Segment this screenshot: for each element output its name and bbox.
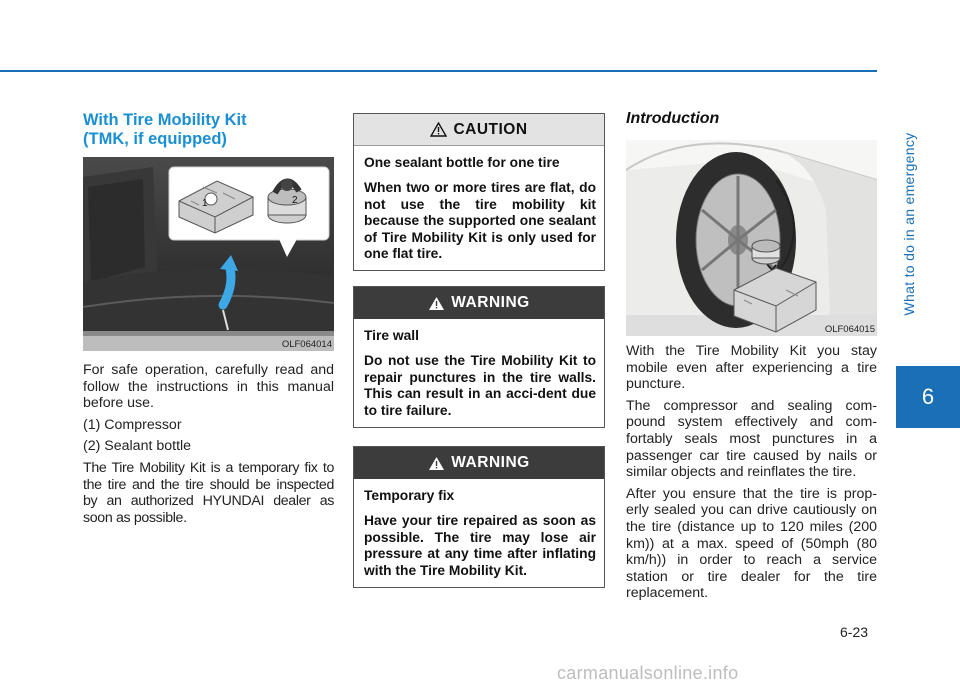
tire-repair-drawing bbox=[626, 140, 877, 336]
warning-body bbox=[354, 319, 604, 427]
warning-header bbox=[354, 447, 604, 479]
trunk-kit-illustration bbox=[83, 157, 334, 351]
paragraph-compressor-system: The compressor and sealing com-pound system effectively and com-fortably seals most punctures in a passenger car tire caused by nails or similar objects and reinflates the tire. bbox=[626, 397, 877, 481]
page-number: 6-23 bbox=[840, 624, 869, 640]
list-item-compressor: (1) Compressor bbox=[83, 416, 182, 433]
warning-subject: Temporary fix bbox=[364, 488, 455, 503]
warning-subject: Tire wall bbox=[364, 328, 419, 343]
paragraph-safe-operation: For safe operation, carefully read and follow the instructions in this manual before use. bbox=[83, 362, 334, 412]
figure-code-right: OLF064015 bbox=[824, 324, 875, 335]
warning-box-temporary-fix bbox=[353, 446, 605, 588]
footer-watermark: carmanualsonline.info bbox=[557, 663, 739, 683]
tmk-description bbox=[83, 362, 334, 531]
section-heading-tmk bbox=[83, 111, 334, 149]
chapter-number-tab bbox=[896, 366, 960, 428]
callout-1: 1 bbox=[202, 198, 208, 209]
caution-text: When two or more tires are flat, do not use the tire mobility kit because the supported one sealant of Tire Mobility Kit is only used for one flat tire. bbox=[364, 180, 596, 262]
introduction-text bbox=[626, 343, 877, 607]
paragraph-stay-mobile: With the Tire Mobility Kit you stay mobile even after experiencing a tire puncture. bbox=[626, 343, 877, 393]
warning-text: Have your tire repaired as soon as possible. The tire may lose air pressure at any time after inflating with the Tire Mobility Kit. bbox=[364, 513, 596, 578]
warning-label: WARNING bbox=[451, 454, 530, 471]
callout-2: 2 bbox=[292, 195, 298, 206]
warning-text: Do not use the Tire Mobility Kit to repair punctures in the tire walls. This can result in an acci-dent due to tire failure. bbox=[364, 353, 596, 418]
warning-box-tire-wall bbox=[353, 286, 605, 428]
warning-triangle-icon bbox=[428, 296, 445, 311]
caution-label: CAUTION bbox=[453, 120, 528, 138]
chapter-number: 6 bbox=[921, 384, 935, 409]
warning-triangle-icon bbox=[430, 122, 447, 137]
section-title-line1: With Tire Mobility Kit bbox=[83, 111, 247, 129]
caution-body bbox=[354, 146, 604, 270]
paragraph-temporary-fix: The Tire Mobility Kit is a temporary fix to the tire and the tire should be inspected by an authorized HYUNDAI dealer as soon as possible. bbox=[83, 459, 334, 526]
figure-code-left: OLF064014 bbox=[281, 339, 332, 350]
section-title-line2: (TMK, if equipped) bbox=[83, 130, 227, 148]
caution-box bbox=[353, 113, 605, 271]
trunk-kit-drawing bbox=[83, 157, 334, 351]
warning-triangle-icon bbox=[428, 456, 445, 471]
caution-header bbox=[354, 114, 604, 146]
warning-label: WARNING bbox=[451, 294, 530, 311]
caution-subject: One sealant bottle for one tire bbox=[364, 155, 560, 170]
introduction-title: Introduction bbox=[626, 110, 720, 127]
paragraph-drive-cautiously: After you ensure that the tire is prop-erly sealed you can drive cautiously on the tire (distance up to 120 miles (200 km)) at a max. speed of (50mph (80 km/h)) in order to reach a service station or tire dealer for the tire replacement. bbox=[626, 485, 877, 602]
tire-repair-illustration bbox=[626, 140, 877, 336]
warning-body bbox=[354, 479, 604, 587]
list-item-sealant-bottle: (2) Sealant bottle bbox=[83, 438, 192, 455]
header-rule bbox=[0, 70, 877, 72]
warning-header bbox=[354, 287, 604, 319]
chapter-side-title: What to do in an emergency bbox=[901, 132, 917, 316]
